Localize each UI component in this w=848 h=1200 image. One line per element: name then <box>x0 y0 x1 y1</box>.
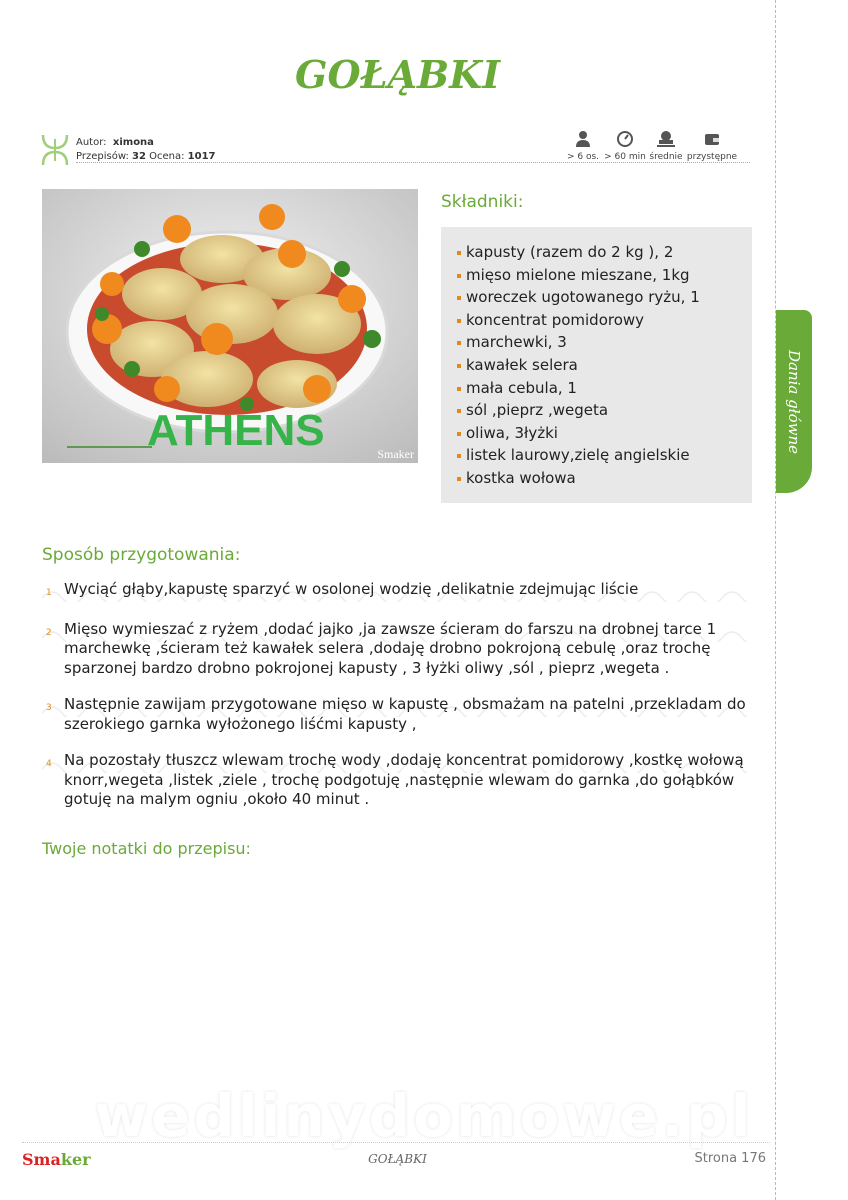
recipes-count: 32 <box>132 151 146 162</box>
notes-heading: Twoje notatki do przepisu: <box>42 839 251 858</box>
wallet-icon <box>703 130 721 148</box>
photo-overlay-text: ATHENS <box>147 406 325 455</box>
step-text: Następnie zawijam przygotowane mięso w kapustę , obsmażam na patelni ,przekladam do szerokiego garnka wyłożonego liśćmi kapusty , <box>64 695 746 733</box>
step-text: Mięso wymieszać z ryżem ,dodać jajko ,ja zawsze ścieram do farszu na drobnej tarce 1 marchewkę ,ścieram też kawałek selera ,dodaję drobno pokrojoną cebulę ,oraz trochę sparzonej bardzo drobno pokrojonej kapusty , 3 łyżki oliwy ,sól , pieprz ,wegeta . <box>64 619 717 677</box>
recipe-photo <box>42 189 418 463</box>
difficulty-stat <box>647 130 685 162</box>
ingredient-item: mięso mielone mieszane, 1kg <box>457 264 752 287</box>
meta-divider <box>76 162 750 163</box>
ingredient-item: marchewki, 3 <box>457 331 752 354</box>
footer-brand-part2: ker <box>60 1150 91 1169</box>
author-info <box>76 136 216 164</box>
ingredient-item: listek laurowy,zielę angielskie <box>457 444 752 467</box>
step-number: 1 <box>46 588 52 598</box>
cost-stat <box>686 130 738 162</box>
method-step <box>42 580 752 600</box>
method-heading: Sposób przygotowania: <box>42 545 241 565</box>
ingredients-heading: Składniki: <box>441 192 524 212</box>
person-icon <box>574 130 592 148</box>
recipes-label: Przepisów: <box>76 151 129 162</box>
ingredient-item: kapusty (razem do 2 kg ), 2 <box>457 241 752 264</box>
ingredient-item: kostka wołowa <box>457 467 752 490</box>
author-name[interactable]: ximona <box>112 137 154 148</box>
ingredient-item: sól ,pieprz ,wegeta <box>457 399 752 422</box>
footer-divider <box>22 1142 770 1143</box>
ingredient-item: woreczek ugotowanego ryżu, 1 <box>457 286 752 309</box>
servings-label: > 6 os. <box>566 152 600 162</box>
cut-line <box>775 0 776 1200</box>
author-logo-icon <box>40 133 70 167</box>
rating-value: 1017 <box>187 151 216 162</box>
time-stat <box>603 130 647 162</box>
step-number: 2 <box>46 627 52 638</box>
watermark: wedlinydomowe.pl <box>94 1082 754 1150</box>
method-steps <box>42 580 752 810</box>
footer-brand-part1: Sma <box>22 1150 61 1169</box>
page-number: Strona 176 <box>694 1151 766 1166</box>
ingredient-item: oliwa, 3łyżki <box>457 422 752 445</box>
ingredients-box <box>441 227 752 503</box>
ingredient-item: kawałek selera <box>457 354 752 377</box>
footer-title: GOŁĄBKI <box>368 1152 427 1166</box>
category-tab-label: Dania główne <box>785 349 803 455</box>
cost-label: przystępne <box>686 152 738 162</box>
step-text: Wyciąć głąby,kapustę sparzyć w osolonej wodzię ,delikatnie zdejmując liście <box>64 580 639 598</box>
author-label: Autor: <box>76 137 107 148</box>
ingredient-item: mała cebula, 1 <box>457 377 752 400</box>
time-label: > 60 min <box>604 152 646 162</box>
method-step <box>42 751 752 810</box>
step-number: 4 <box>46 759 52 769</box>
rating-label: Ocena: <box>149 151 185 162</box>
chef-hat-icon <box>656 130 676 148</box>
step-number: 3 <box>46 703 52 713</box>
step-text: Na pozostały tłuszcz wlewam trochę wody ,dodaję koncentrat pomidorowy ,kostkę wołową knorr,wegeta ,listek ,ziele , trochę podgotuję ,następnie wlewam do garnka ,do gołąbków gotuję na malym ogniu ,około 40 minut . <box>64 751 744 808</box>
difficulty-label: średnie <box>649 152 683 162</box>
recipe-title: GOŁĄBKI <box>295 52 500 97</box>
category-tab[interactable] <box>776 310 812 493</box>
method-step <box>42 620 752 679</box>
clock-icon <box>616 130 634 148</box>
ingredients-list <box>441 227 752 490</box>
servings-stat <box>564 130 602 162</box>
method-step <box>42 695 752 734</box>
photo-credit: Smaker <box>377 447 414 461</box>
ingredient-item: koncentrat pomidorowy <box>457 309 752 332</box>
